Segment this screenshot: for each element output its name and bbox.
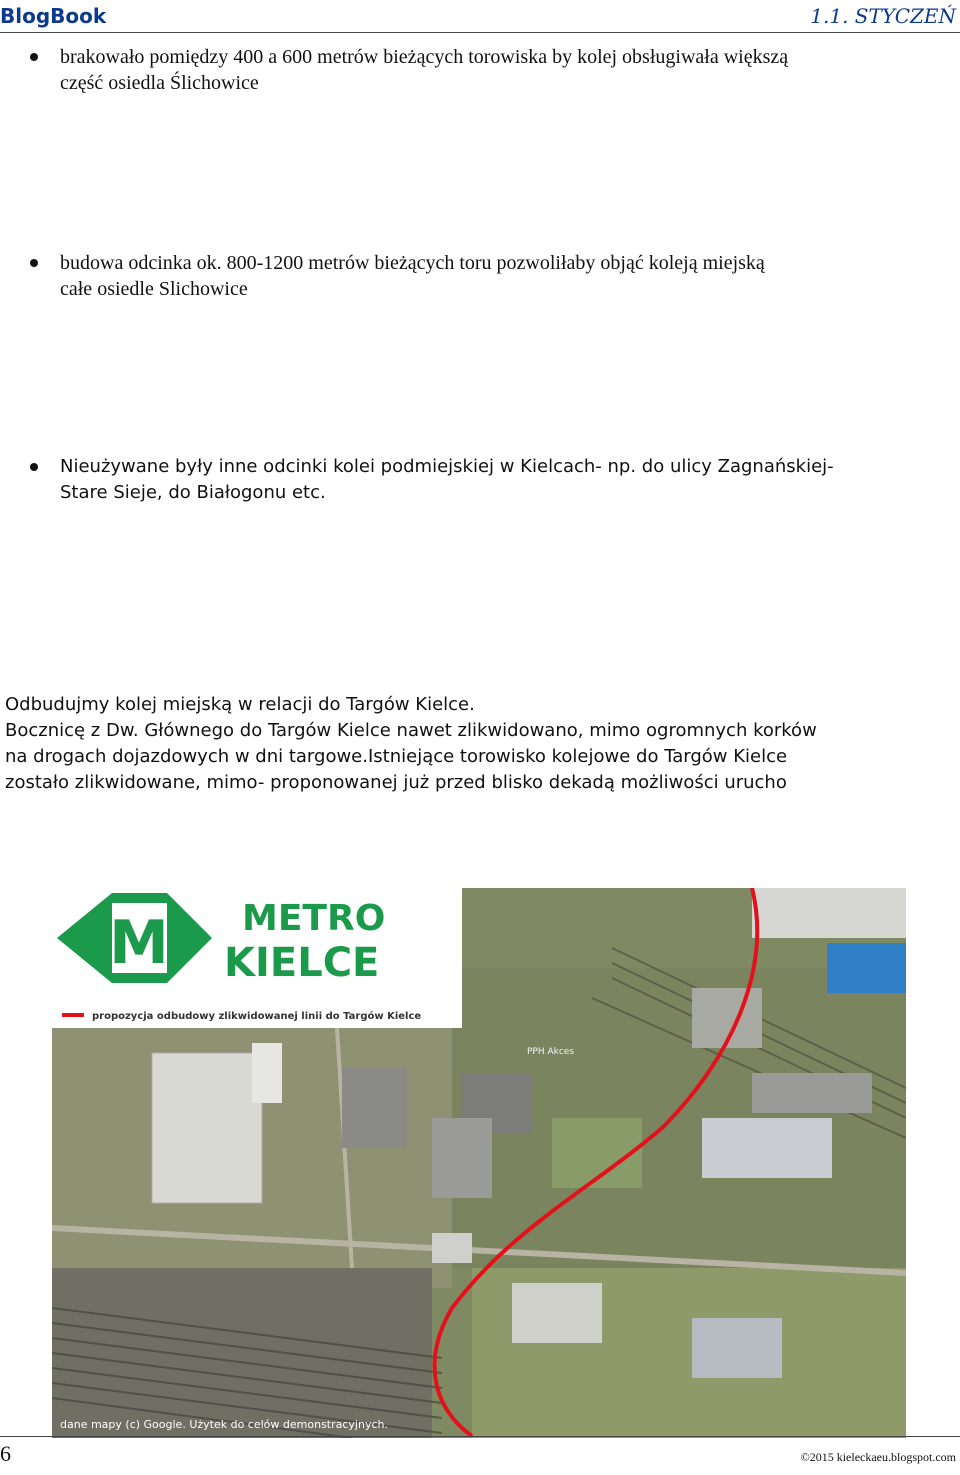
bullet-dot bbox=[30, 259, 38, 267]
page-header bbox=[0, 0, 960, 33]
bullet-line: część osiedla Ślichowice bbox=[60, 72, 259, 94]
bullet-line: budowa odcinka ok. 800-1200 metrów bieżących toru pozwoliłaby objąć koleją miejską bbox=[60, 252, 765, 274]
legend-text: propozycja odbudowy zlikwidowanej linii do Targów Kielce bbox=[92, 1011, 422, 1022]
body-paragraph bbox=[5, 692, 955, 796]
logo-metro: METRO bbox=[242, 898, 386, 939]
logo-kielce: KIELCE bbox=[224, 940, 380, 986]
bullet-line: brakowało pomiędzy 400 a 600 metrów bieżących torowiska by kolej obsługiwała większą bbox=[60, 46, 789, 68]
header-title: BlogBook bbox=[0, 4, 107, 28]
map-copyright: dane mapy (c) Google. Użytek do celów demonstracyjnych. bbox=[60, 1418, 388, 1431]
paragraph-line: Odbudujmy kolej miejską w relacji do Targów Kielce. bbox=[5, 694, 475, 715]
aerial-map-svg bbox=[52, 888, 906, 1438]
bullet-line: Stare Sieje, do Białogonu etc. bbox=[60, 482, 326, 503]
paragraph-line: na drogach dojazdowych w dni targowe.Istniejące torowisko kolejowe do Targów Kielce bbox=[5, 746, 788, 767]
logo-letter: M bbox=[109, 908, 169, 978]
paragraph-line: zostało zlikwidowane, mimo- proponowanej już przed blisko dekadą możliwości urucho bbox=[5, 772, 787, 793]
bullet-text bbox=[60, 250, 955, 302]
aerial-map-image bbox=[52, 888, 906, 1438]
header-section: 1.1. STYCZEŃ bbox=[810, 4, 956, 28]
bullet-dot bbox=[30, 463, 38, 471]
footer-copyright: ©2015 kieleckaeu.blogspot.com bbox=[800, 1450, 956, 1464]
bullet-dot bbox=[30, 53, 38, 61]
paragraph-line: Bocznicę z Dw. Głównego do Targów Kielce nawet zlikwidowano, mimo ogromnych korków bbox=[5, 720, 817, 741]
bullet-line: Nieużywane były inne odcinki kolei podmiejskiej w Kielcach- np. do ulicy Zagnańskiej- bbox=[60, 456, 834, 477]
bullet-text bbox=[60, 454, 955, 506]
bullet-line: całe osiedle Slichowice bbox=[60, 278, 248, 300]
page-number: 6 bbox=[0, 1441, 11, 1466]
footer-divider bbox=[0, 1436, 960, 1437]
bullet-text bbox=[60, 44, 955, 96]
map-label: PPH Akces bbox=[527, 1047, 575, 1057]
